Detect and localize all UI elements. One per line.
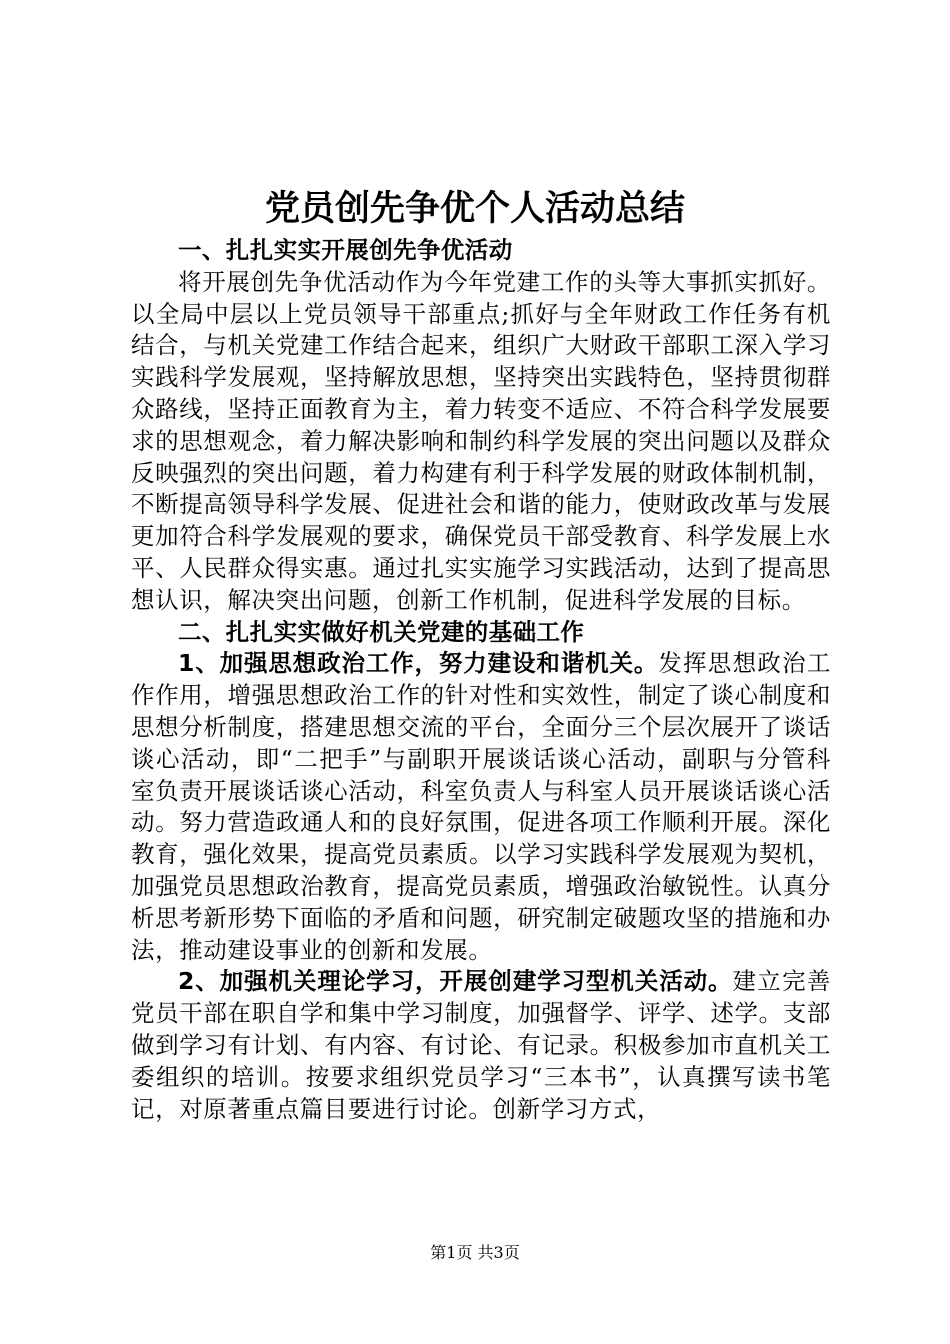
document-body [131,235,831,1125]
section-1-heading: 一、扎扎实实开展创先争优活动 [178,236,513,264]
section-2-heading: 二、扎扎实实做好机关党建的基础工作 [178,617,585,646]
section-2-item-1-lead: 1、加强思想政治工作，努力建设和谐机关。 [178,649,659,678]
section-2-item-1-text: 发挥思想政治工作作用，增强思想政治工作的针对性和实效性，制定了谈心制度和思想分析制度，搭建思想交流的平台，全面分三个层次展开了谈话谈心活动，即“二把手”与副职开展谈话谈心活动，副职与分管科室负责开展谈话谈心活动，科室负责人与科室人员开展谈话谈心活动。努力营造政通人和的良好氛围，促进各项工作顺利开展。深化教育，强化效果，提高党员素质。以学习实践科学发展观为契机，加强党员思想政治教育，提高党员素质，增强政治敏锐性。认真分析思考新形势下面临的矛盾和问题，研究制定破题攻坚的措施和办法，推动建设事业的创新和发展。 [131,649,831,964]
section-2-item-2-paragraph [131,966,831,1125]
section-1-paragraph: 将开展创先争优活动作为今年党建工作的头等大事抓实抓好。以全局中层以上党员领导干部重点;抓好与全年财政工作任务有机结合，与机关党建工作结合起来，组织广大财政干部职工深入学习实践科学发展观，坚持解放思想，坚持突出实践特色，坚持贯彻群众路线，坚持正面教育为主，着力转变不适应、不符合科学发展要求的思想观念，着力解决影响和制约科学发展的突出问题以及群众反映强烈的突出问题，着力构建有利于科学发展的财政体制机制，不断提高领导科学发展、促进社会和谐的能力，使财政改革与发展更加符合科学发展观的要求，确保党员干部受教育、科学发展上水平、人民群众得实惠。通过扎实实施学习实践活动，达到了提高思想认识，解决突出问题，创新工作机制，促进科学发展的目标。 [131,267,831,614]
document-title: 党员创先争优个人活动总结 [264,189,685,229]
section-2-item-2-lead: 2、加强机关理论学习，开展创建学习型机关活动。 [178,967,733,996]
page-footer: 第1页 共3页 [430,1243,520,1262]
section-2-item-1-paragraph [131,648,831,966]
section-2-item-2-text: 建立完善党员干部在职自学和集中学习制度，加强督学、评学、述学。支部做到学习有计划、有内容、有讨论、有记录。积极参加市直机关工委组织的培训。按要求组织党员学习“三本书”，认真撰写读书笔记，对原著重点篇目要进行讨论。创新学习方式， [131,967,832,1123]
